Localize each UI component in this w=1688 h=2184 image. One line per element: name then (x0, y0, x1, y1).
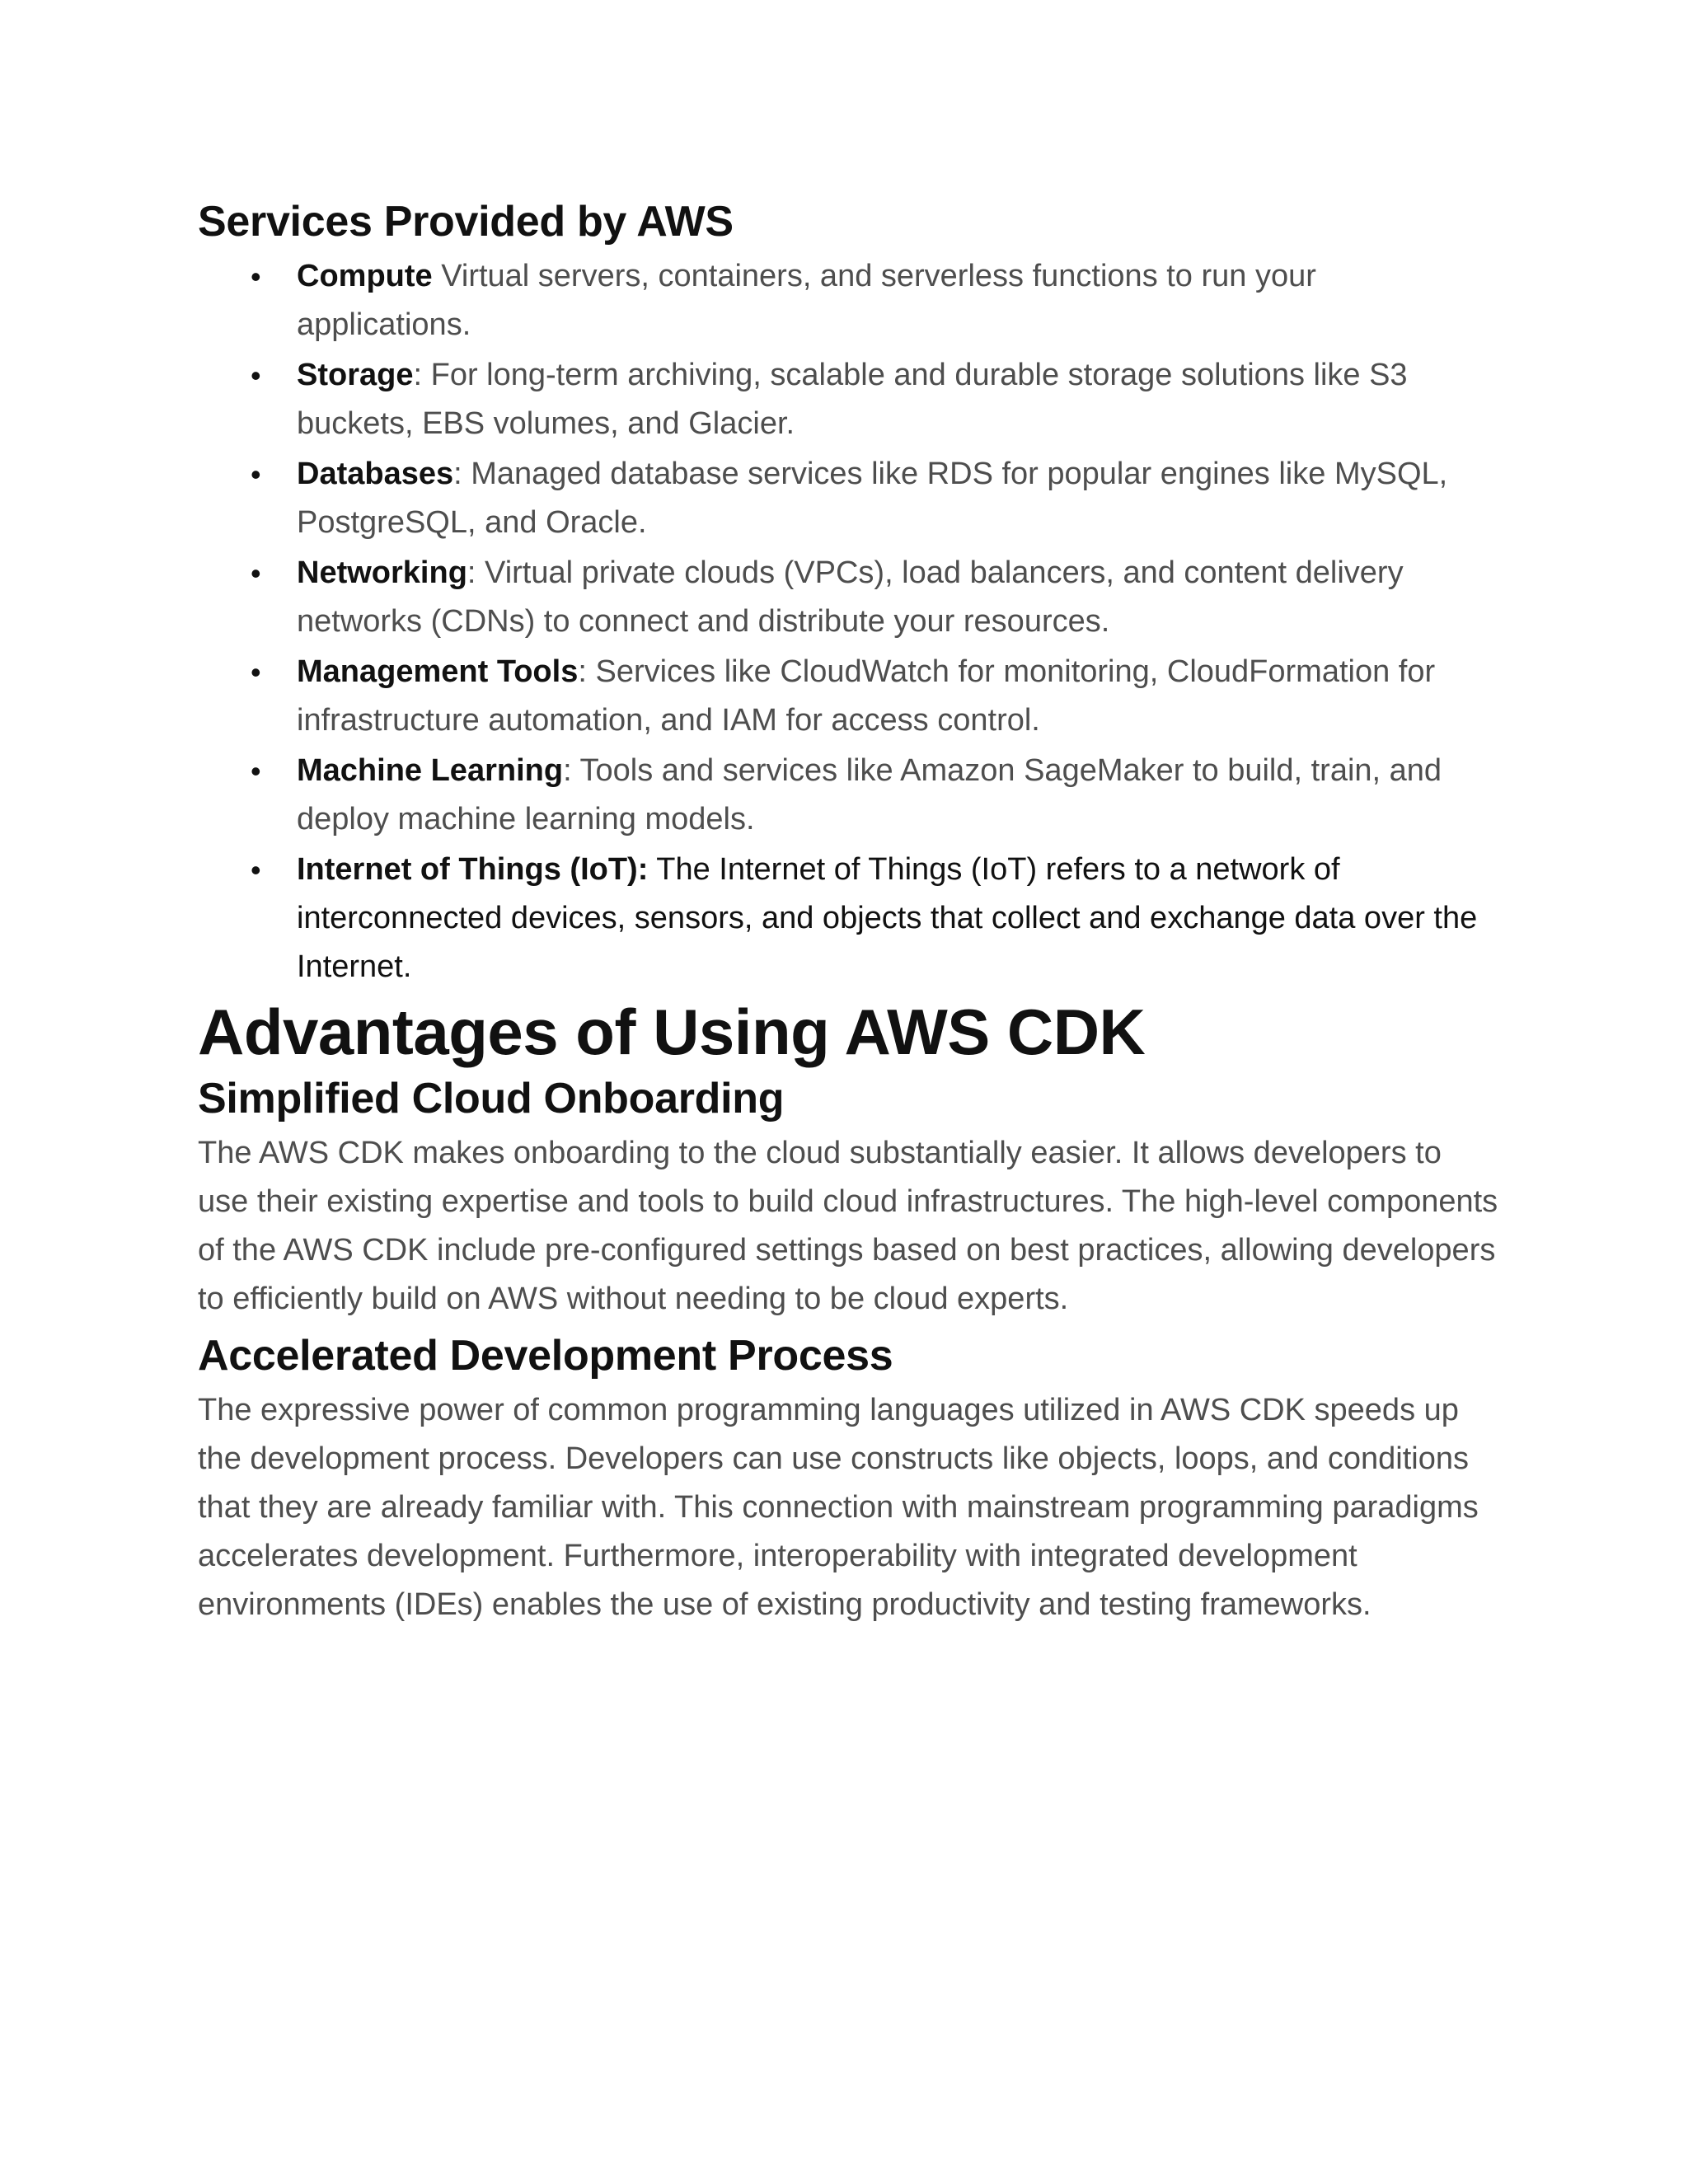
item-sep: : (578, 654, 596, 689)
item-term: Networking (297, 555, 467, 590)
item-desc: The Internet of Things (IoT) refers to a network of interconnected devices, sensors, and objects that collect and exchange data over the Internet. (297, 851, 1478, 984)
list-item-networking (251, 549, 1500, 646)
item-sep: : (563, 752, 580, 788)
accelerated-development-paragraph: The expressive power of common programming languages utilized in AWS CDK speeds up the development process. Developers can use constructs like objects, loops, and conditions that they are already familiar with. This connection with mainstream programming paradigms accelerates development. Furthermore, interoperability with integrated development environments (IDEs) enables the use of existing productivity and testing frameworks. (198, 1392, 1479, 1622)
item-sep: : (467, 555, 485, 590)
item-desc: Services like CloudWatch for monitoring, CloudFormation for infrastructure automation, and IAM for access control. (297, 654, 1436, 738)
list-item-machine-learning (251, 747, 1500, 844)
list-item-databases (251, 450, 1500, 547)
item-term: Compute (297, 258, 433, 293)
item-term: Internet of Things (IoT): (297, 851, 649, 887)
list-item-management-tools (251, 648, 1500, 745)
services-heading: Services Provided by AWS (198, 198, 734, 246)
item-term: Storage (297, 357, 414, 392)
item-sep: : (453, 456, 471, 491)
item-term: Machine Learning (297, 752, 564, 788)
bullet-icon: • (251, 259, 261, 293)
list-item-compute (251, 252, 1500, 349)
item-term: Management Tools (297, 654, 579, 689)
document-page (198, 198, 1500, 1638)
services-list (198, 252, 1500, 991)
simplified-onboarding-paragraph: The AWS CDK makes onboarding to the cloud substantially easier. It allows developers to use their existing expertise and tools to build cloud infrastructures. The high-level components of the AWS CDK include pre-configured settings based on best practices, allowing developers to efficiently build on AWS without needing to be cloud experts. (198, 1135, 1498, 1316)
item-desc: Virtual private clouds (VPCs), load balancers, and content delivery networks (CDNs) to connect and distribute your resources. (297, 555, 1404, 639)
bullet-icon: • (251, 753, 261, 788)
advantages-heading: Advantages of Using AWS CDK (198, 995, 1146, 1068)
item-desc: Managed database services like RDS for popular engines like MySQL, PostgreSQL, and Oracle. (297, 456, 1448, 540)
item-sep (433, 259, 442, 293)
item-desc: For long-term archiving, scalable and durable storage solutions like S3 buckets, EBS volumes, and Glacier. (297, 357, 1408, 441)
item-sep: : (413, 357, 431, 392)
bullet-icon: • (251, 654, 261, 689)
bullet-icon: • (251, 852, 261, 887)
item-desc: Virtual servers, containers, and serverless functions to run your applications. (297, 258, 1316, 342)
list-item-storage (251, 351, 1500, 448)
item-sep (648, 852, 656, 887)
accelerated-development-heading: Accelerated Development Process (198, 1331, 893, 1380)
list-item-iot (251, 846, 1500, 991)
item-desc: Tools and services like Amazon SageMaker to build, train, and deploy machine learning models. (297, 752, 1442, 837)
item-term: Databases (297, 456, 454, 491)
simplified-onboarding-heading: Simplified Cloud Onboarding (198, 1075, 785, 1123)
bullet-icon: • (251, 457, 261, 491)
bullet-icon: • (251, 555, 261, 590)
bullet-icon: • (251, 358, 261, 392)
